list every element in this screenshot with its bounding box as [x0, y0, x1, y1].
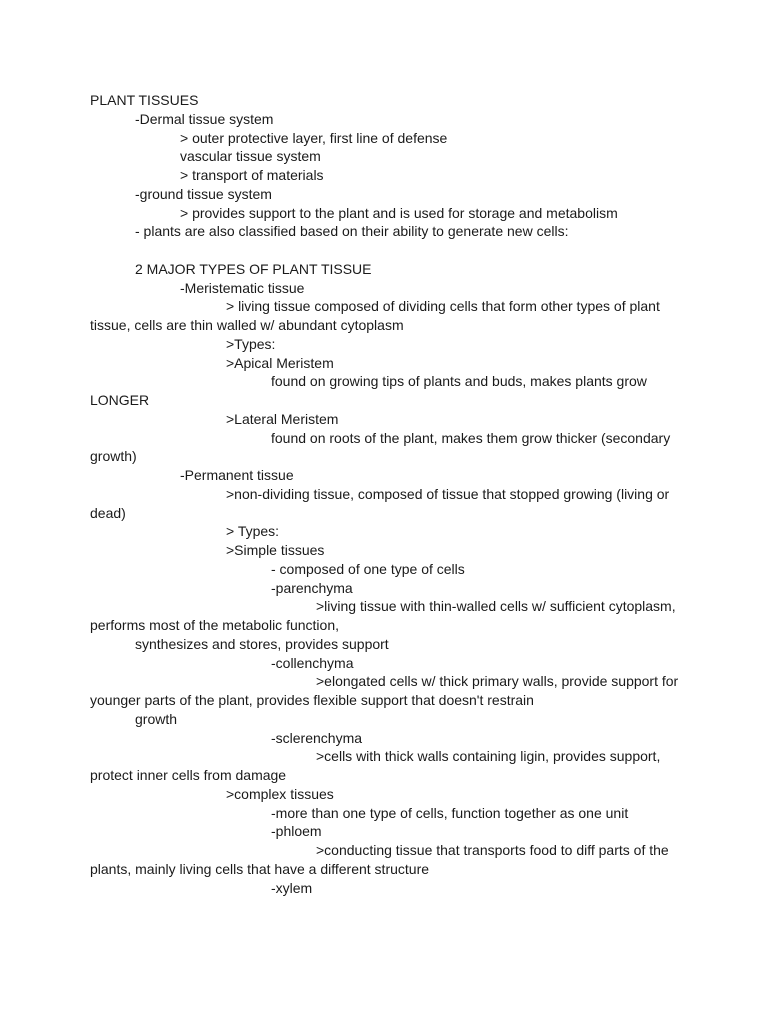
- text-line: plants, mainly living cells that have a different structure: [90, 860, 430, 877]
- text-line: found on growing tips of plants and buds, makes plants grow: [271, 373, 647, 390]
- text-line: >living tissue with thin-walled cells w/ sufficient cytoplasm,: [316, 598, 676, 615]
- text-line: >complex tissues: [226, 785, 334, 802]
- text-line: >elongated cells w/ thick primary walls, provide support for: [316, 673, 679, 690]
- text-line: >Types:: [226, 335, 276, 352]
- text-line: -Dermal tissue system: [135, 110, 274, 127]
- text-line: protect inner cells from damage: [90, 767, 287, 783]
- text-line: growth): [90, 448, 137, 465]
- text-line: performs most of the metabolic function,: [90, 617, 339, 633]
- text-line: found on roots of the plant, makes them grow thicker (secondary: [271, 429, 671, 446]
- blank-line: [90, 241, 690, 260]
- text-line: -Meristematic tissue: [180, 279, 305, 296]
- text-line: synthesizes and stores, provides support: [135, 635, 389, 652]
- text-line: >Apical Meristem: [226, 354, 334, 371]
- text-line: -collenchyma: [271, 654, 354, 671]
- text-line: -parenchyma: [271, 579, 353, 596]
- text-line: -phloem: [271, 823, 322, 840]
- text-line: >cells with thick walls containing ligin, provides support,: [316, 748, 661, 765]
- text-line: LONGER: [90, 392, 150, 408]
- text-line: > outer protective layer, first line of defense: [180, 129, 448, 146]
- text-line: -Permanent tissue: [180, 467, 294, 483]
- text-line: younger parts of the plant, provides flexible support that doesn't restrain: [90, 692, 534, 708]
- text-line: >Simple tissues: [226, 542, 325, 558]
- section-heading: 2 MAJOR TYPES OF PLANT TISSUE: [135, 260, 372, 277]
- text-line: >conducting tissue that transports food to diff parts of the: [316, 842, 669, 858]
- text-line: >non-dividing tissue, composed of tissue that stopped growing (living or: [226, 485, 670, 502]
- text-line: -xylem: [271, 879, 313, 896]
- text-line: -more than one type of cells, function together as one unit: [271, 804, 629, 821]
- text-line: -sclerenchyma: [271, 729, 363, 746]
- text-line: tissue, cells are thin walled w/ abundant cytoplasm: [90, 317, 404, 333]
- text-line: > provides support to the plant and is used for storage and metabolism: [180, 204, 618, 221]
- text-line: > Types:: [226, 523, 280, 540]
- document-body: [90, 91, 690, 897]
- text-line: dead): [90, 504, 126, 521]
- text-line: vascular tissue system: [180, 148, 321, 165]
- text-line: > living tissue composed of dividing cells that form other types of plant: [226, 298, 660, 315]
- text-line: - plants are also classified based on their ability to generate new cells:: [135, 223, 569, 240]
- text-line: growth: [135, 710, 178, 727]
- text-line: > transport of materials: [180, 167, 324, 183]
- text-line: -ground tissue system: [135, 185, 272, 202]
- document-title: PLANT TISSUES: [90, 92, 199, 108]
- text-line: >Lateral Meristem: [226, 410, 339, 427]
- text-line: - composed of one type of cells: [271, 560, 465, 577]
